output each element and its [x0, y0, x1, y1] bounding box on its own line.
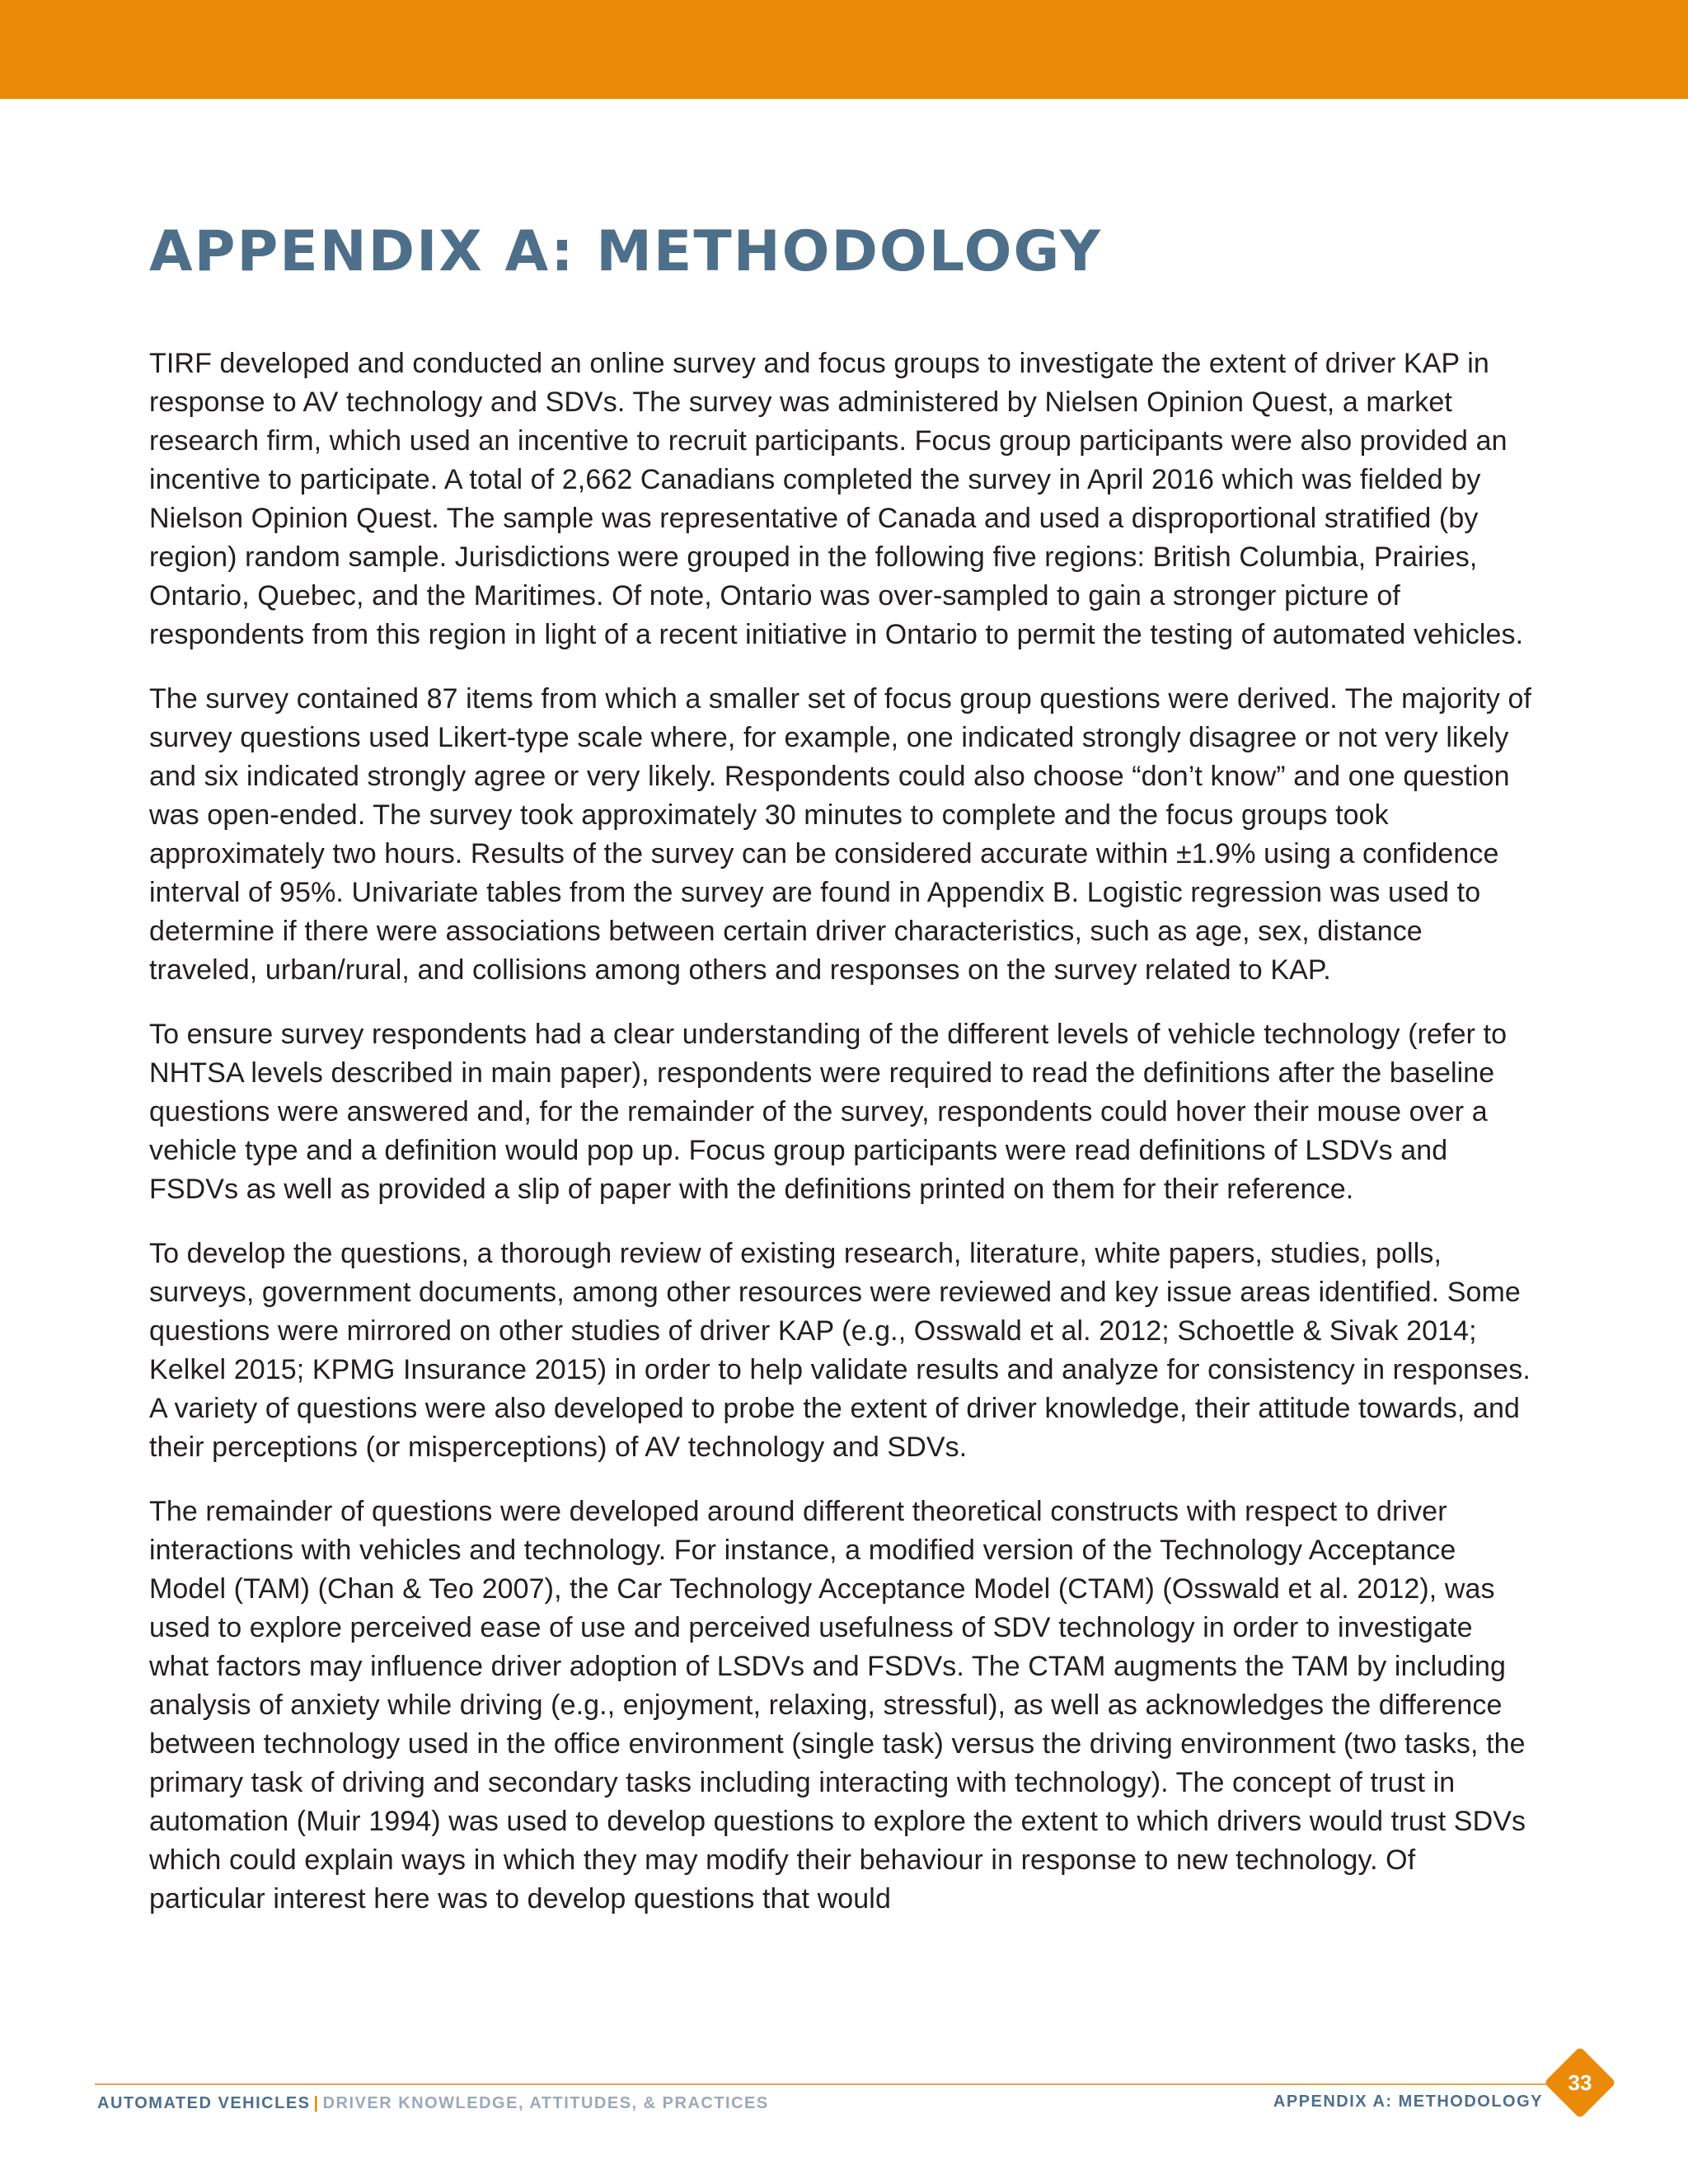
- footer-document-title: [97, 2093, 769, 2113]
- footer-doc-subtitle: DRIVER KNOWLEDGE, ATTITUDES, & PRACTICES: [322, 2094, 769, 2112]
- paragraph-definitions: To ensure survey respondents had a clear understanding of the different levels of vehicle technology (refer to NHTSA levels described in main paper), respondents were required to read the definitions after the baseline questions were answered and, for the remainder of the survey, respondents could hover their mouse over a vehicle type and a definition would pop up. Focus group participants were read definitions of LSDVs and FSDVs as well as provided a slip of paper with the definitions printed on them for their reference.: [149, 1019, 1507, 1205]
- footer-section-label: APPENDIX A: METHODOLOGY: [1273, 2093, 1543, 2111]
- body-text: [149, 344, 1534, 1944]
- footer-rule: [95, 2083, 1554, 2085]
- paragraph-theoretical-constructs: The remainder of questions were developed around different theoretical constructs with respect to driver interactions with vehicles and technology. For instance, a modified version of the Technology Acceptance Model (TAM) (Chan & Teo 2007), the Car Technology Acceptance Model (CTAM) (Osswald et al. 2012), was used to explore perceived ease of use and perceived usefulness of SDV technology in order to investigate what factors may influence driver adoption of LSDVs and FSDVs. The CTAM augments the TAM by including analysis of anxiety while driving (e.g., enjoyment, relaxing, stressful), as well as acknowledges the difference between technology used in the office environment (single task) versus the driving environment (two tasks, the primary task of driving and secondary tasks including interacting with technology). The concept of trust in automation (Muir 1994) was used to develop questions to explore the extent to which drivers would trust SDVs which could explain ways in which they may modify their behaviour in response to new technology. Of particular interest here was to develop questions that would: [149, 1496, 1526, 1915]
- paragraph-survey-items: The survey contained 87 items from which a smaller set of focus group questions were derived. The majority of survey questions used Likert-type scale where, for example, one indicated strongly disagree or not very likely and six indicated strongly agree or very likely. Respondents could also choose “don’t know” and one question was open-ended. The survey took approximately 30 minutes to complete and the focus groups took approximately two hours. Results of the survey can be considered accurate within ±1.9% using a confidence interval of 95%. Univariate tables from the survey are found in Appendix B. Logistic regression was used to determine if there were associations between certain driver characteristics, such as age, sex, distance traveled, urban/rural, and collisions among others and responses on the survey related to KAP.: [149, 683, 1532, 986]
- paragraph-survey-overview: TIRF developed and conducted an online survey and focus groups to investigate the extent of driver KAP in response to AV technology and SDVs. The survey was administered by Nielsen Opinion Quest, a market research firm, which used an incentive to recruit participants. Focus group participants were also provided an incentive to participate. A total of 2,662 Canadians completed the survey in April 2016 which was fielded by Nielson Opinion Quest. The sample was representative of Canada and used a disproportional stratified (by region) random sample. Jurisdictions were grouped in the following five regions: British Columbia, Prairies, Ontario, Quebec, and the Maritimes. Of note, Ontario was over-sampled to gain a stronger picture of respondents from this region in light of a recent initiative in Ontario to permit the testing of automated vehicles.: [149, 348, 1524, 650]
- paragraph-question-development: To develop the questions, a thorough review of existing research, literature, white papers, studies, polls, surveys, government documents, among other resources were reviewed and key issue areas identified. Some questions were mirrored on other studies of driver KAP (e.g., Osswald et al. 2012; Schoettle & Sivak 2014; Kelkel 2015; KPMG Insurance 2015) in order to help validate results and analyze for consistency in responses. A variety of questions were also developed to probe the extent of driver knowledge, their attitude towards, and their perceptions (or misperceptions) of AV technology and SDVs.: [149, 1238, 1531, 1463]
- footer-doc-title: AUTOMATED VEHICLES: [97, 2094, 311, 2112]
- page-title: APPENDIX A: METHODOLOGY: [149, 219, 1103, 284]
- page-number: 33: [1568, 2070, 1592, 2095]
- footer-separator: |: [313, 2094, 320, 2112]
- top-accent-bar: [0, 0, 1688, 99]
